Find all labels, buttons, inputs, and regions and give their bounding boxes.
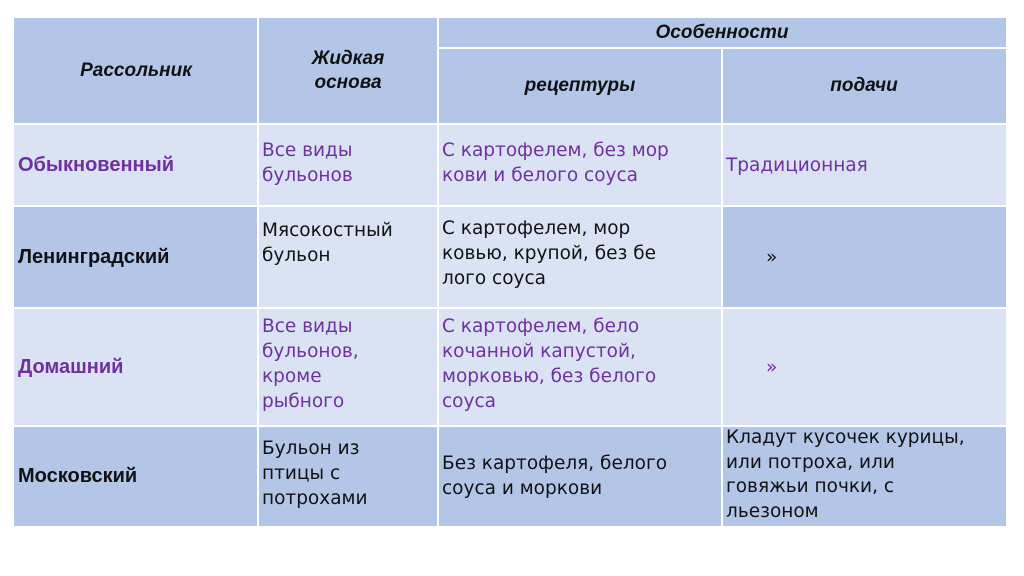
row-divider: [14, 307, 1006, 309]
row-3-name: Домашний: [18, 356, 124, 378]
row-4-recipe-cell: [438, 426, 722, 526]
column-divider: [721, 48, 723, 526]
row-2-serving: »: [766, 246, 778, 268]
column-divider: [257, 18, 259, 526]
row-divider: [14, 205, 1006, 207]
row-3-name-cell: [14, 308, 258, 426]
header-recipe-label: рецептуры: [524, 75, 636, 96]
row-2-base-cell: [258, 206, 438, 308]
header-recipe: [438, 48, 722, 124]
row-3-base-cell: [258, 308, 438, 426]
row-2-base: Мясокостный бульон: [262, 220, 393, 266]
row-1-base: Все виды бульонов: [262, 140, 353, 186]
row-1-recipe: С картофелем, без мор кови и белого соуса: [442, 140, 669, 186]
row-4-name-cell: [14, 426, 258, 526]
row-4-base: Бульон из птицы с потрохами: [262, 438, 368, 509]
row-1-name-cell: [14, 124, 258, 206]
row-1-recipe-cell: [438, 124, 722, 206]
row-1-base-cell: [258, 124, 438, 206]
row-4-name: Московский: [18, 465, 138, 487]
row-1-serving: Традиционная: [726, 154, 868, 176]
row-3-recipe-cell: [438, 308, 722, 426]
header-liquid-base: [258, 18, 438, 124]
row-4-serving-cell: [722, 426, 1006, 526]
row-2-serving-cell: [722, 206, 1006, 308]
header-serving-label: подачи: [830, 75, 898, 96]
row-2-recipe: С картофелем, мор ковью, крупой, без бе лого соуса: [442, 218, 656, 289]
row-2-name-cell: [14, 206, 258, 308]
row-4-recipe: Без картофеля, белого соуса и моркови: [442, 453, 668, 499]
header-features-label: Особенности: [655, 22, 789, 43]
header-serving: [722, 48, 1006, 124]
row-2-name: Ленинградский: [18, 246, 170, 268]
row-1-name: Обыкновенный: [18, 154, 174, 176]
row-1-serving-cell: [722, 124, 1006, 206]
row-divider: [438, 47, 1006, 49]
column-divider: [437, 18, 439, 526]
header-rassolnik: [14, 18, 258, 124]
row-3-base: Все виды бульонов, кроме рыбного: [262, 316, 359, 412]
row-3-recipe: С картофелем, бело кочанной капустой, морковью, без белого соуса: [442, 316, 657, 412]
row-3-serving: »: [766, 356, 778, 378]
row-3-serving-cell: [722, 308, 1006, 426]
row-divider: [14, 123, 1006, 125]
row-divider: [14, 425, 1006, 427]
rassolnik-table: [14, 18, 1006, 526]
header-features: [438, 18, 1006, 48]
header-liquid-base-label: Жидкая основа: [311, 48, 385, 93]
row-4-serving: Кладут кусочек курицы, или потроха, или говяжьи почки, с льезоном: [726, 427, 965, 522]
header-rassolnik-label: Рассольник: [80, 60, 192, 81]
row-4-base-cell: [258, 426, 438, 526]
row-2-recipe-cell: [438, 206, 722, 308]
